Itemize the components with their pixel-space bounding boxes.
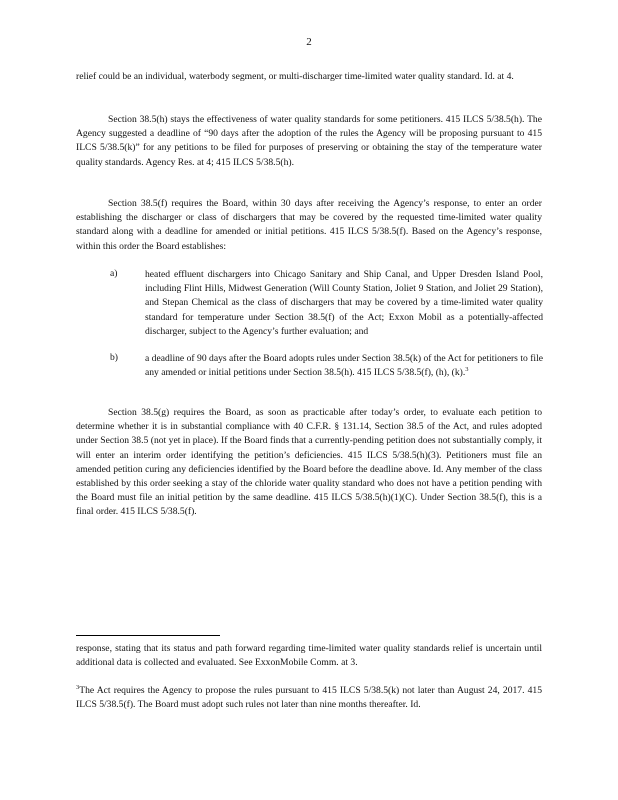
paragraph-continued: relief could be an individual, waterbody segment, or multi-discharger time-limited water quality standard. Id. at 4. bbox=[76, 71, 514, 82]
page-number: 2 bbox=[306, 36, 312, 48]
list-item-b bbox=[145, 352, 543, 380]
footnote-continued: response, stating that its status and path forward regarding time-limited water quality standards relief is uncertain until additional data is collected and evaluated. See ExxonMobile Comm. at 3. bbox=[76, 643, 542, 669]
paragraph-stay: Section 38.5(h) stays the effectiveness of water quality standards for some petitioners. 415 ILCS 5/38.5(h). The Agency suggested a deadline of “90 days after the adoption of the rules the Agency will be proposing pursuant to 415 ILCS 5/38.5(k)” for any petitions to be filed for purposes of preserving or obtaining the stay of the temperature water quality standards. Agency Res. at 4; 415 ILCS 5/38.5(h). bbox=[76, 114, 542, 168]
paragraph-order: Section 38.5(f) requires the Board, within 30 days after receiving the Agency’s response, to enter an order establishing the discharger or class of dischargers that may be covered by the requested time-limited water quality standard along with a deadline for amended or initial petitions. 415 ILCS 5/38.5(f). Based on the Agency’s response, within this order the Board establishes: bbox=[76, 198, 542, 252]
footnote-3-marker: 3 bbox=[76, 683, 80, 691]
footnote-3-text: The Act requires the Agency to propose the rules pursuant to 415 ILCS 5/38.5(k) not later than August 24, 2017. 415 ILCS 5/38.5(f). The Board must adopt such rules not later than nine months thereafter. Id. bbox=[76, 685, 542, 711]
footnote-divider bbox=[76, 635, 220, 636]
list-marker-b: b) bbox=[110, 352, 118, 363]
list-item-a: heated effluent dischargers into Chicago Sanitary and Ship Canal, and Upper Dresden Island Pool, including Flint Hills, Midwest Generation (Will County Station, Joliet 9 Station, and Joliet 29 Station), and Stepan Chemical as the class of dischargers that may be covered by a time-limited water quality standard for temperature under Section 38.5(f) of the Act; Exxon Mobil as a potentially-affected discharger, subject to the Agency’s further evaluation; and bbox=[145, 269, 543, 337]
footnote-3 bbox=[76, 684, 542, 712]
list-marker-a: a) bbox=[110, 268, 118, 279]
list-item-b-text: a deadline of 90 days after the Board adopts rules under Section 38.5(k) of the Act for petitioners to file any amended or initial petitions under Section 38.5(h). 415 ILCS 5/38.5(f), (h), (k). bbox=[145, 353, 543, 379]
paragraph-evaluation: Section 38.5(g) requires the Board, as soon as practicable after today’s order, to evaluate each petition to determine whether it is in substantial compliance with 40 C.F.R. § 131.14, Section 38.5 of the Act, and rules adopted under Section 38.5 (not yet in place). If the Board finds that a currently-pending petition does not substantially comply, it will enter an interim order identifying the petition’s deficiencies. 415 ILCS 5/38.5(h)(3). Petitioners must file an amended petition curing any deficiencies identified by the Board before the deadline above. Id. Any member of the class established by this order seeking a stay of the chloride water quality standard who does not have a petition pending with the Board must file an initial petition by the same deadline. 415 ILCS 5/38.5(h)(1)(C). Under Section 38.5(f), this is a final order. 415 ILCS 5/38.5(f). bbox=[76, 407, 542, 518]
footnote-ref-3: 3 bbox=[465, 366, 469, 374]
